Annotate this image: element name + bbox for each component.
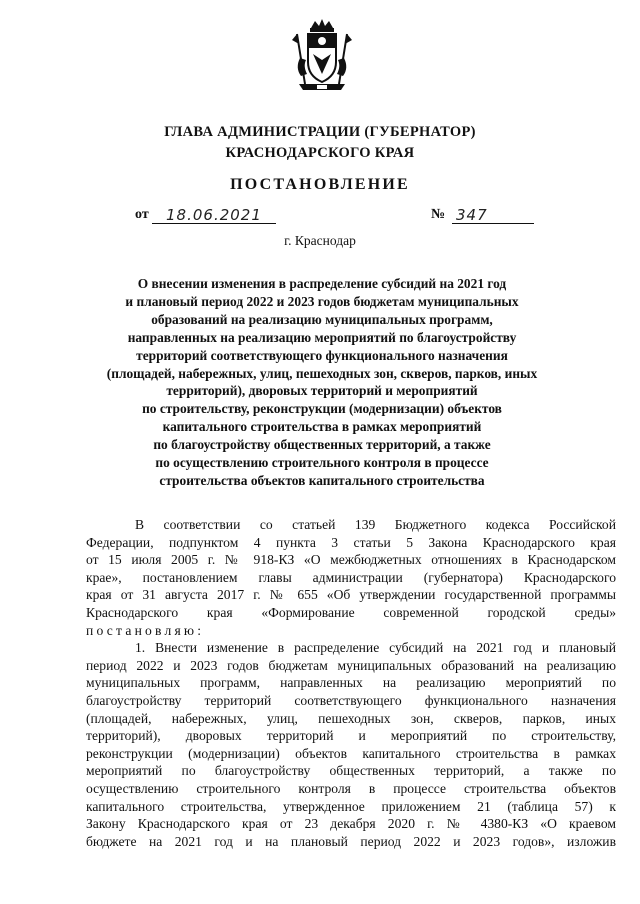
subject-line: по осуществлению строительного контроля в процессе bbox=[155, 455, 489, 471]
body-line: реконструкции (модернизации) объектов капитального строительства в рамках bbox=[86, 745, 616, 761]
subject-line: О внесении изменения в распределение субсидий на 2021 год bbox=[137, 276, 507, 291]
document-type: ПОСТАНОВЛЕНИЕ bbox=[230, 176, 410, 193]
body-line: территорий), дворовых территорий и мероприятий по строительству, bbox=[86, 728, 616, 744]
body-line: от 15 июля 2005 г. № 918-КЗ «О межбюджетных отношениях в Краснодарском bbox=[86, 552, 616, 568]
body-line: Закону Краснодарского края от 23 декабря 2020 г. № 4380-КЗ «О краевом bbox=[86, 816, 616, 832]
body-line: края от 31 августа 2017 г. № 655 «Об утверждении государственной программы bbox=[86, 587, 616, 603]
subject-line: территорий), дворовых территорий и мероприятий bbox=[166, 383, 478, 399]
body-line: мероприятий по благоустройству общественных территорий, а также по bbox=[86, 763, 616, 779]
authority-title-line2: КРАСНОДАРСКОГО КРАЯ bbox=[225, 145, 415, 161]
document-body bbox=[86, 516, 616, 850]
subject-line: (площадей, набережных, улиц, пешеходных зон, скверов, парков, иных bbox=[106, 365, 538, 381]
subject-line: по благоустройству общественных территорий, а также bbox=[153, 437, 491, 453]
body-line: благоустройству территорий соответствующего функционального назначения bbox=[86, 692, 616, 708]
body-line: Федерации, подпунктом 4 пункта 3 статьи 5 Закона Краснодарского края bbox=[86, 534, 616, 550]
body-line: (площадей, набережных, улиц, пешеходных зон, скверов, парков, иных bbox=[86, 710, 616, 726]
body-line: осуществлению строительного контроля в процессе строительства объектов bbox=[86, 780, 616, 796]
body-line: крае», постановлением главы администрации (губернатора) Краснодарского bbox=[86, 569, 616, 585]
subject-line: по строительству, реконструкции (модернизации) объектов bbox=[142, 401, 502, 417]
number-field bbox=[452, 206, 534, 224]
body-line: 1. Внести изменение в распределение субсидий на 2021 год и плановый bbox=[135, 640, 616, 656]
body-line: Краснодарского края «Формирование современной городской среды» bbox=[86, 604, 616, 620]
date-label: от bbox=[135, 207, 149, 222]
authority-title-line1: ГЛАВА АДМИНИСТРАЦИИ (ГУБЕРНАТОР) bbox=[164, 124, 476, 140]
document-subject bbox=[80, 275, 564, 490]
body-line-decree: постановляю: bbox=[86, 622, 205, 638]
date-field bbox=[152, 206, 276, 224]
date-value: 18.06.2021 bbox=[166, 206, 262, 224]
city: г. Краснодар bbox=[284, 233, 356, 248]
subject-line: строительства объектов капитального строительства bbox=[159, 472, 485, 488]
subject-line: территорий соответствующего функционального назначения bbox=[136, 347, 508, 363]
body-line: бюджете на 2021 год и на плановый период 2022 и 2023 годов», изложив bbox=[86, 833, 616, 849]
body-line: капитального строительства, утвержденное приложением 21 (таблица 57) к bbox=[86, 798, 616, 814]
subject-line: капитального строительства в рамках мероприятий bbox=[162, 419, 482, 435]
number-label: № bbox=[431, 207, 446, 222]
coat-of-arms-icon bbox=[291, 18, 353, 94]
subject-line: образований на реализацию муниципальных программ, bbox=[151, 311, 493, 327]
body-line: муниципальных программ, направленных на реализацию мероприятий по bbox=[86, 675, 616, 691]
subject-line: и плановый период 2022 и 2023 годов бюджетам муниципальных bbox=[125, 293, 519, 309]
subject-line: направленных на реализацию мероприятий по благоустройству bbox=[127, 329, 517, 345]
body-line: В соответствии со статьей 139 Бюджетного кодекса Российской bbox=[135, 517, 616, 532]
body-line: период 2022 и 2023 годов бюджетам муниципальных образований на реализацию bbox=[86, 657, 616, 673]
number-value: 347 bbox=[456, 206, 488, 224]
